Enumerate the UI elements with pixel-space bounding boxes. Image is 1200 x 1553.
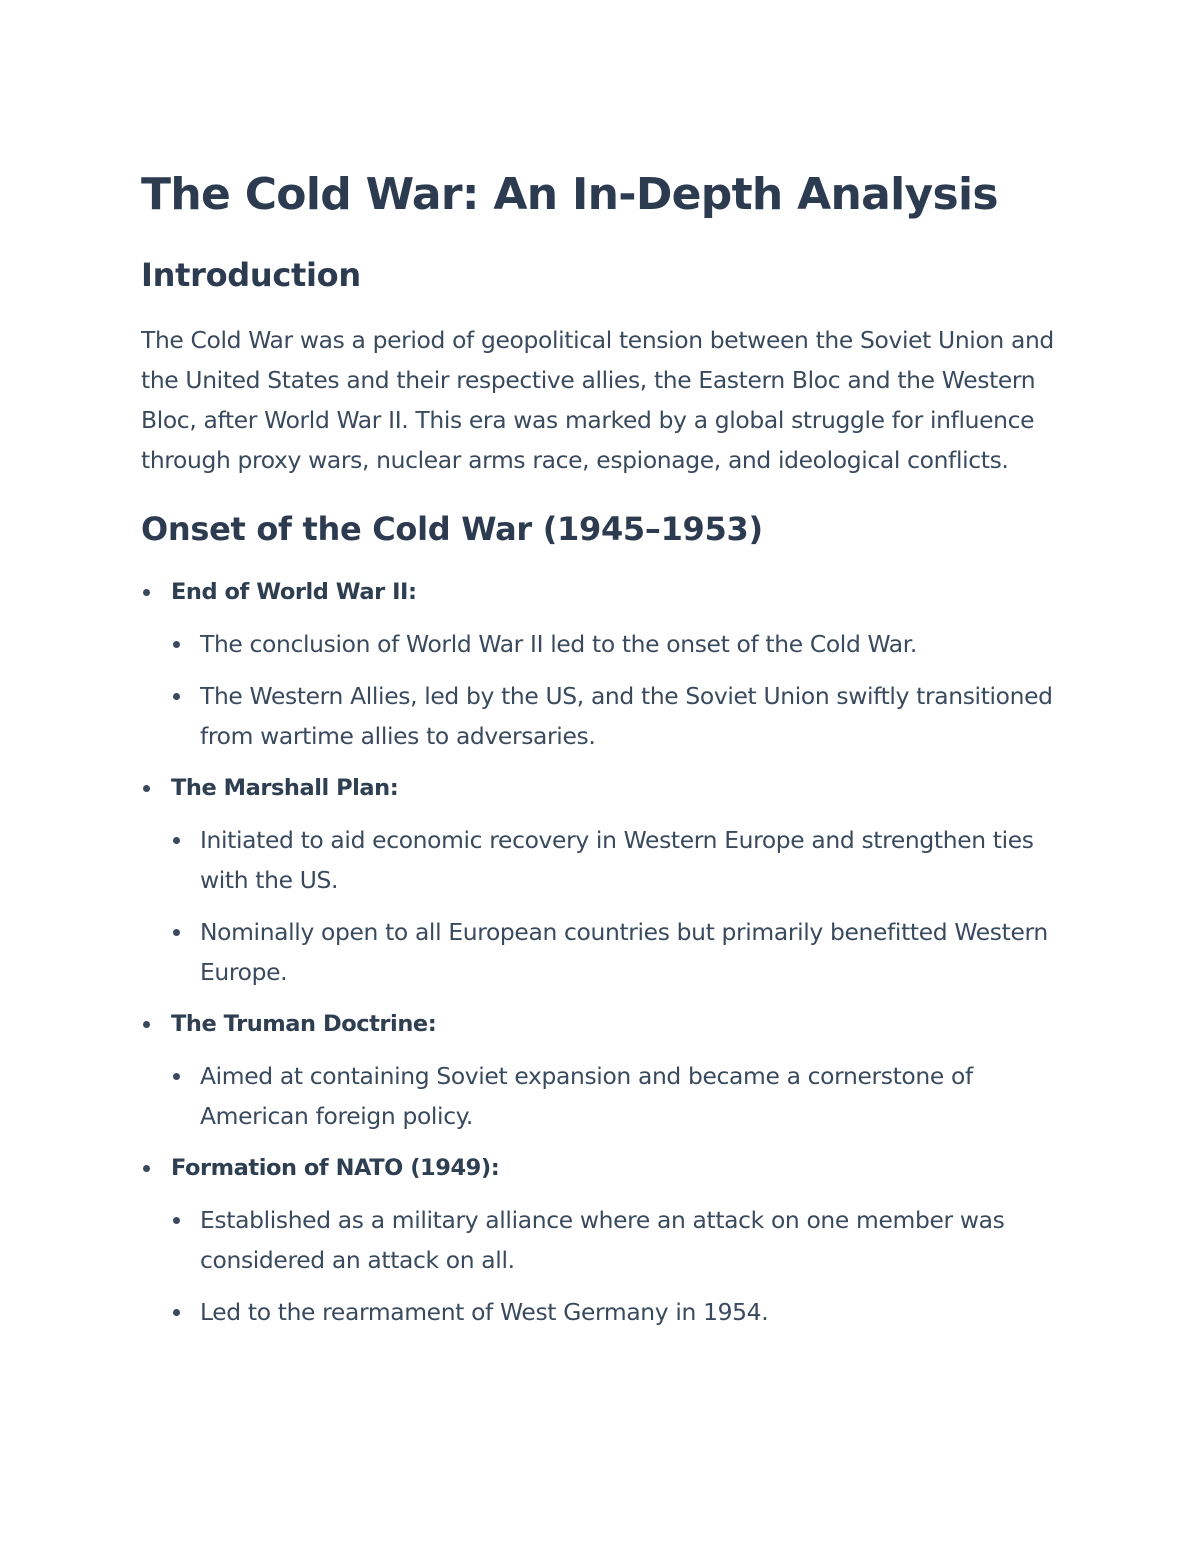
list-item-label: The Marshall Plan: [171, 775, 399, 801]
sub-list-item [171, 1292, 1060, 1332]
bullet-icon [173, 929, 180, 936]
list-item-marshall-plan [141, 768, 1060, 992]
introduction-paragraph: The Cold War was a period of geopolitical tension between the Soviet Union and the United States and their respective allies, the Eastern Bloc and the Western Bloc, after World War II. This era was marked by a global struggle for influence through proxy wars, nuclear arms race, espionage, and ideological conflicts. [141, 326, 1054, 474]
sub-list [171, 1200, 1060, 1332]
bullet-icon [173, 1217, 180, 1224]
bullet-icon [143, 785, 150, 792]
bullet-icon [173, 1073, 180, 1080]
sub-list-item [171, 912, 1060, 992]
bullet-icon [173, 641, 180, 648]
sub-list-item [171, 820, 1060, 900]
list-item-label: The Truman Doctrine: [171, 1011, 437, 1037]
list-item-truman-doctrine [141, 1004, 1060, 1136]
sub-list [171, 624, 1060, 756]
list-item-end-of-ww2 [141, 572, 1060, 756]
sub-list [171, 1056, 1060, 1136]
sub-list-item-text: Initiated to aid economic recovery in Western Europe and strengthen ties with the US. [200, 826, 1034, 894]
bullet-icon [143, 1021, 150, 1028]
sub-list-item-text: The Western Allies, led by the US, and the Soviet Union swiftly transitioned from wartime allies to adversaries. [200, 682, 1053, 750]
list-item-nato [141, 1148, 1060, 1332]
sub-list-item-text: Nominally open to all European countries but primarily benefitted Western Europe. [200, 918, 1048, 986]
bullet-icon [173, 1309, 180, 1316]
bullet-icon [173, 693, 180, 700]
sub-list-item-text: Aimed at containing Soviet expansion and became a cornerstone of American foreign policy. [200, 1062, 973, 1130]
bullet-icon [143, 589, 150, 596]
sub-list [171, 820, 1060, 992]
sub-list-item [171, 624, 1060, 664]
sub-list-item-text: Led to the rearmament of West Germany in 1954. [200, 1298, 769, 1326]
list-item-label: Formation of NATO (1949): [171, 1155, 500, 1181]
sub-list-item [171, 1200, 1060, 1280]
onset-heading: Onset of the Cold War (1945–1953) [141, 510, 763, 548]
onset-list [141, 572, 1060, 1332]
bullet-icon [173, 837, 180, 844]
sub-list-item-text: The conclusion of World War II led to the onset of the Cold War. [200, 630, 917, 658]
introduction-heading: Introduction [141, 256, 361, 294]
sub-list-item [171, 1056, 1060, 1136]
sub-list-item [171, 676, 1060, 756]
document-title: The Cold War: An In-Depth Analysis [141, 169, 998, 220]
sub-list-item-text: Established as a military alliance where an attack on one member was considered an attack on all. [200, 1206, 1005, 1274]
bullet-icon [143, 1165, 150, 1172]
list-item-label: End of World War II: [171, 579, 417, 605]
